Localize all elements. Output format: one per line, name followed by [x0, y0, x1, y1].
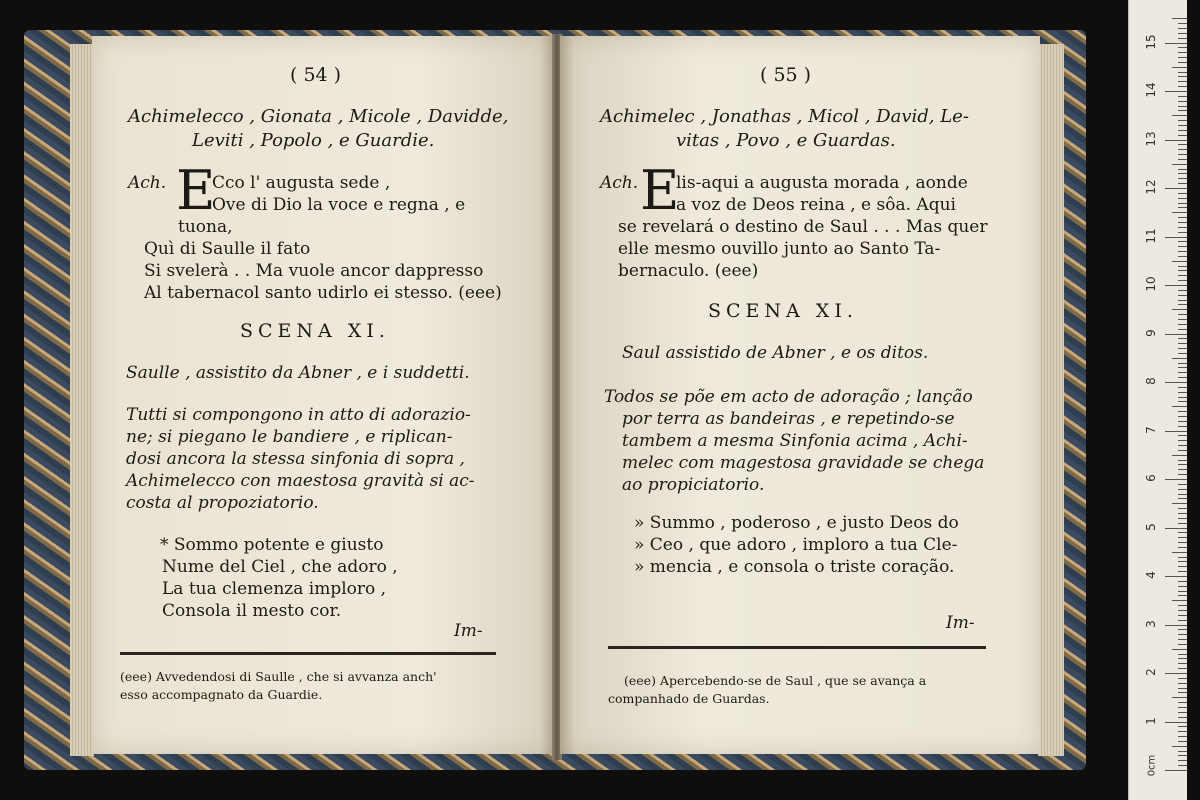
ruler-tick	[1178, 765, 1187, 766]
ruler-tick	[1178, 702, 1187, 703]
catchword: Im-	[946, 613, 975, 633]
verse-line: Ove di Dio la voce e regna , e	[212, 195, 466, 215]
ruler-tick	[1178, 76, 1187, 77]
ruler-tick	[1165, 382, 1187, 383]
ruler-tick	[1178, 561, 1187, 562]
ruler-tick	[1178, 658, 1187, 659]
ruler-tick	[1178, 688, 1187, 689]
ruler-tick	[1178, 474, 1187, 475]
ruler-tick	[1178, 232, 1187, 233]
ruler-tick	[1178, 275, 1187, 276]
ruler-tick	[1178, 707, 1187, 708]
ruler-tick	[1178, 86, 1187, 87]
ruler-tick	[1178, 57, 1187, 58]
ruler-tick	[1178, 755, 1187, 756]
ruler-tick	[1178, 717, 1187, 718]
ruler-tick	[1178, 367, 1187, 368]
ruler-tick	[1178, 246, 1187, 247]
stage-direction-line: ao propiciatorio.	[622, 475, 765, 495]
ruler-tick	[1178, 173, 1187, 174]
ruler-tick	[1178, 144, 1187, 145]
ruler-tick	[1178, 620, 1187, 621]
ruler-tick	[1165, 237, 1187, 238]
ruler-tick	[1172, 67, 1187, 68]
ruler-tick	[1178, 363, 1187, 364]
stage-direction-line: Tutti si compongono in atto di adorazio-	[126, 405, 471, 425]
ruler-tick	[1178, 149, 1187, 150]
verse-line: a voz de Deos reina , e sôa. Aqui	[676, 195, 956, 215]
ruler-tick	[1178, 760, 1187, 761]
ruler-tick	[1178, 154, 1187, 155]
ruler-number: 13	[1144, 130, 1158, 147]
ruler-tick	[1178, 329, 1187, 330]
ruler-tick	[1178, 411, 1187, 412]
ruler-tick	[1178, 416, 1187, 417]
ruler-tick	[1178, 353, 1187, 354]
ruler-tick	[1178, 120, 1187, 121]
ruler-tick	[1178, 537, 1187, 538]
ruler-tick	[1178, 445, 1187, 446]
footnote-rule	[120, 652, 496, 655]
ruler-tick	[1178, 731, 1187, 732]
stage-direction-line: Todos se põe em acto de adoração ; lanção	[604, 387, 973, 407]
ruler-tick	[1165, 528, 1187, 529]
verse-line: Quì di Saulle il fato	[144, 239, 311, 259]
scene-cast: Saulle , assistito da Abner , e i suddetti.	[126, 363, 470, 383]
stage-direction-line: Achimelecco con maestosa gravità si ac-	[126, 471, 475, 491]
drop-cap: E	[640, 159, 680, 222]
ruler-tick	[1178, 508, 1187, 509]
ruler-tick	[1178, 460, 1187, 461]
hymn-line: Nume del Ciel , che adoro ,	[162, 557, 398, 577]
catchword: Im-	[454, 621, 483, 641]
cast-line: Achimelecco , Gionata , Micole , Davidde,	[128, 106, 509, 127]
ruler-tick	[1178, 450, 1187, 451]
verse-line: Al tabernacol santo udirlo ei stesso. (eee)	[144, 283, 502, 303]
ruler-tick	[1178, 52, 1187, 53]
ruler-tick	[1178, 542, 1187, 543]
ruler-tick	[1178, 280, 1187, 281]
ruler-tick	[1178, 241, 1187, 242]
ruler-tick	[1165, 188, 1187, 189]
ruler-tick	[1165, 770, 1187, 771]
cast-line: Leviti , Popolo , e Guardie.	[192, 130, 435, 151]
ruler-tick	[1178, 47, 1187, 48]
ruler-number: 2	[1144, 668, 1158, 676]
ruler-tick	[1178, 668, 1187, 669]
stage-direction-line: tambem a mesma Sinfonia acima , Achi-	[622, 431, 968, 451]
right-page	[560, 36, 1040, 754]
ruler-tick	[1178, 397, 1187, 398]
ruler-tick	[1178, 736, 1187, 737]
ruler-tick	[1178, 435, 1187, 436]
verse-line: Cco l' augusta sede ,	[212, 173, 391, 193]
ruler-tick	[1178, 300, 1187, 301]
footnote-rule	[608, 646, 986, 649]
ruler-tick	[1172, 358, 1187, 359]
stage-direction-line: por terra as bandeiras , e repetindo-se	[622, 409, 955, 429]
ruler-tick	[1172, 309, 1187, 310]
cast-line: vitas , Povo , e Guardas.	[676, 130, 896, 151]
page-edges-left	[70, 44, 94, 756]
ruler-tick	[1178, 654, 1187, 655]
ruler-tick	[1178, 106, 1187, 107]
ruler-number: 7	[1144, 425, 1158, 434]
ruler-tick	[1165, 673, 1187, 674]
ruler-tick	[1165, 334, 1187, 335]
ruler-tick	[1178, 135, 1187, 136]
ruler-tick	[1165, 576, 1187, 577]
ruler-tick	[1178, 494, 1187, 495]
ruler-tick	[1178, 338, 1187, 339]
ruler-number: 14	[1144, 82, 1158, 98]
ruler-tick	[1178, 678, 1187, 679]
ruler-tick	[1178, 469, 1187, 470]
ruler-tick	[1178, 532, 1187, 533]
ruler-tick	[1165, 285, 1187, 286]
ruler-tick	[1172, 406, 1187, 407]
ruler-tick	[1172, 455, 1187, 456]
page-number: ( 54 )	[290, 64, 342, 86]
ruler-tick	[1178, 96, 1187, 97]
ruler-tick	[1178, 159, 1187, 160]
ruler-tick	[1178, 227, 1187, 228]
left-page	[92, 36, 554, 754]
ruler-tick	[1178, 489, 1187, 490]
ruler-tick	[1178, 81, 1187, 82]
ruler-tick	[1178, 207, 1187, 208]
ruler-number: 15	[1144, 33, 1158, 50]
ruler-tick	[1178, 464, 1187, 465]
ruler-tick	[1165, 625, 1187, 626]
ruler-tick	[1178, 547, 1187, 548]
footnote-line: (eee) Apercebendo-se de Saul , que se avança a	[624, 673, 927, 688]
hymn-line: » mencia , e consola o triste coração.	[634, 557, 955, 577]
ruler-tick	[1165, 91, 1187, 92]
scene-title: SCENA XI.	[708, 300, 858, 322]
ruler-tick	[1178, 28, 1187, 29]
hymn-line: » Summo , poderoso , e justo Deos do	[634, 513, 959, 533]
ruler-tick	[1178, 605, 1187, 606]
ruler-tick	[1178, 33, 1187, 34]
ruler-tick	[1178, 222, 1187, 223]
scale-ruler	[1128, 0, 1187, 800]
ruler-tick	[1178, 513, 1187, 514]
ruler-tick	[1172, 115, 1187, 116]
ruler-tick	[1178, 110, 1187, 111]
hymn-line: Consola il mesto cor.	[162, 601, 342, 621]
ruler-unit: 0cm	[1146, 754, 1158, 777]
ruler-tick	[1172, 261, 1187, 262]
ruler-tick	[1178, 23, 1187, 24]
ruler-tick	[1178, 726, 1187, 727]
ruler-number: 4	[1144, 571, 1158, 579]
page-number: ( 55 )	[760, 64, 812, 86]
ruler-number: 3	[1144, 619, 1158, 628]
ruler-tick	[1178, 203, 1187, 204]
ruler-number: 9	[1144, 328, 1158, 337]
footnote-line: (eee) Avvedendosi di Saulle , che si avvanza anch'	[120, 669, 437, 684]
ruler-tick	[1178, 266, 1187, 267]
ruler-tick	[1178, 256, 1187, 257]
stage-direction-line: ne; si piegano le bandiere , e riplican-	[126, 427, 453, 447]
ruler-tick	[1172, 164, 1187, 165]
ruler-tick	[1178, 193, 1187, 194]
ruler-tick	[1178, 372, 1187, 373]
verse-line: se revelará o destino de Saul . . . Mas quer	[618, 217, 988, 237]
ruler-tick	[1178, 683, 1187, 684]
ruler-tick	[1178, 591, 1187, 592]
speaker-label: Ach.	[128, 173, 167, 193]
ruler-tick	[1165, 722, 1187, 723]
scene-title: SCENA XI.	[240, 320, 390, 342]
stage-direction-line: melec com magestosa gravidade se chega	[622, 453, 985, 473]
ruler-number: 6	[1144, 474, 1158, 482]
ruler-tick	[1178, 566, 1187, 567]
hymn-line: » Ceo , que adoro , imploro a tua Cle-	[634, 535, 958, 555]
ruler-tick	[1178, 251, 1187, 252]
ruler-tick	[1172, 212, 1187, 213]
ruler-tick	[1178, 692, 1187, 693]
ruler-tick	[1178, 484, 1187, 485]
ruler-tick	[1165, 431, 1187, 432]
ruler-tick	[1178, 615, 1187, 616]
ruler-tick	[1178, 343, 1187, 344]
ruler-tick	[1178, 595, 1187, 596]
ruler-tick	[1178, 324, 1187, 325]
ruler-tick	[1178, 586, 1187, 587]
ruler-tick	[1165, 140, 1187, 141]
verse-line: lis-aqui a augusta morada , aonde	[676, 173, 968, 193]
ruler-tick	[1178, 169, 1187, 170]
ruler-tick	[1178, 38, 1187, 39]
scene-cast: Saul assistido de Abner , e os ditos.	[622, 343, 929, 363]
ruler-tick	[1172, 552, 1187, 553]
ruler-tick	[1178, 62, 1187, 63]
footnote-line: companhado de Guardas.	[608, 691, 770, 706]
cast-line: Achimelec , Jonathas , Micol , David, Le-	[600, 106, 969, 127]
ruler-tick	[1178, 183, 1187, 184]
ruler-tick	[1178, 498, 1187, 499]
ruler-tick	[1172, 600, 1187, 601]
ruler-tick	[1165, 43, 1187, 44]
ruler-tick	[1172, 697, 1187, 698]
verse-line: tuona,	[178, 217, 233, 237]
ruler-tick	[1178, 125, 1187, 126]
footnote-line: esso accompagnato da Guardie.	[120, 687, 323, 702]
ruler-tick	[1178, 712, 1187, 713]
ruler-tick	[1178, 571, 1187, 572]
ruler-tick	[1178, 518, 1187, 519]
ruler-tick	[1178, 426, 1187, 427]
ruler-number: 1	[1144, 716, 1158, 725]
ruler-tick	[1178, 130, 1187, 131]
stage-direction-line: dosi ancora la stessa sinfonia di sopra ,	[126, 449, 465, 469]
ruler-number: 12	[1144, 179, 1158, 195]
page-edges-right	[1038, 44, 1064, 756]
ruler-tick	[1178, 741, 1187, 742]
ruler-tick	[1178, 295, 1187, 296]
speaker-label: Ach.	[600, 173, 639, 193]
ruler-tick	[1178, 523, 1187, 524]
drop-cap: E	[176, 159, 216, 222]
ruler-tick	[1178, 629, 1187, 630]
ruler-tick	[1178, 401, 1187, 402]
ruler-tick	[1178, 178, 1187, 179]
ruler-tick	[1178, 663, 1187, 664]
ruler-tick	[1172, 18, 1187, 19]
ruler-tick	[1178, 377, 1187, 378]
ruler-tick	[1178, 304, 1187, 305]
ruler-tick	[1178, 644, 1187, 645]
ruler-tick	[1178, 421, 1187, 422]
ruler-tick	[1178, 198, 1187, 199]
ruler-number: 5	[1144, 522, 1158, 531]
ruler-tick	[1165, 479, 1187, 480]
ruler-tick	[1178, 557, 1187, 558]
ruler-number: 11	[1144, 227, 1158, 244]
ruler-tick	[1172, 649, 1187, 650]
hymn-line: * Sommo potente e giusto	[160, 535, 384, 555]
ruler-tick	[1178, 581, 1187, 582]
ruler-tick	[1178, 387, 1187, 388]
ruler-tick	[1178, 270, 1187, 271]
ruler-tick	[1178, 634, 1187, 635]
verse-line: elle mesmo ouvillo junto ao Santo Ta-	[618, 239, 941, 259]
ruler-tick	[1178, 101, 1187, 102]
stage-direction-line: costa al propoziatorio.	[126, 493, 319, 513]
ruler-tick	[1178, 217, 1187, 218]
ruler-tick	[1178, 72, 1187, 73]
ruler-tick	[1172, 503, 1187, 504]
verse-line: bernaculo. (eee)	[618, 261, 759, 281]
verse-line: Si svelerà . . Ma vuole ancor dappresso	[144, 261, 484, 281]
ruler-tick	[1178, 348, 1187, 349]
ruler-tick	[1178, 314, 1187, 315]
ruler-tick	[1178, 290, 1187, 291]
hymn-line: La tua clemenza imploro ,	[162, 579, 387, 599]
ruler-tick	[1178, 319, 1187, 320]
ruler-tick	[1172, 746, 1187, 747]
ruler-number: 10	[1144, 276, 1158, 292]
ruler-tick	[1178, 639, 1187, 640]
ruler-number: 8	[1144, 377, 1158, 385]
ruler-tick	[1178, 610, 1187, 611]
ruler-tick	[1178, 392, 1187, 393]
ruler-tick	[1178, 440, 1187, 441]
ruler-tick	[1178, 751, 1187, 752]
